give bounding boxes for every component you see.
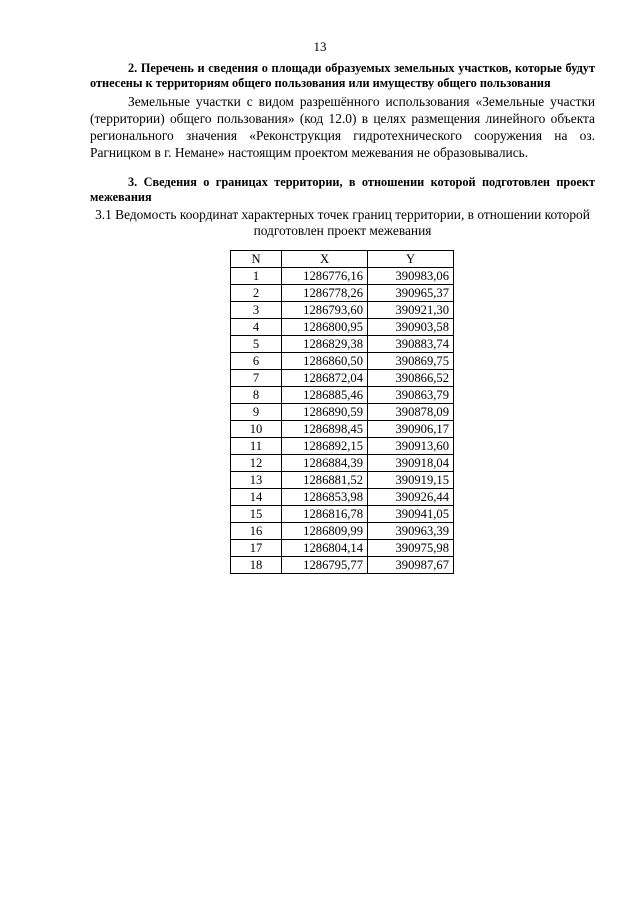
- document-body: [90, 61, 595, 574]
- cell-n: 16: [231, 523, 282, 540]
- coordinates-table: [230, 250, 454, 574]
- cell-x: 1286853,98: [282, 489, 368, 506]
- cell-n: 11: [231, 438, 282, 455]
- table-row: [231, 506, 454, 523]
- cell-x: 1286885,46: [282, 387, 368, 404]
- page-number: 13: [313, 39, 327, 54]
- cell-n: 18: [231, 557, 282, 574]
- table-row: [231, 421, 454, 438]
- section-2-paragraph: Земельные участки с видом разрешённого использования «Земельные участки (территории) общего пользования» (код 12.0) в целях размещения линейного объекта регионального значения «Реконструкция гидротехнического сооружения на оз. Рагницком в г. Немане» настоящим проектом межевания не образовывались.: [90, 94, 595, 160]
- table-row: [231, 302, 454, 319]
- cell-y: 390963,39: [368, 523, 454, 540]
- cell-y: 390918,04: [368, 455, 454, 472]
- cell-x: 1286809,99: [282, 523, 368, 540]
- table-row: [231, 489, 454, 506]
- cell-x: 1286793,60: [282, 302, 368, 319]
- cell-y: 390903,58: [368, 319, 454, 336]
- cell-y: 390983,06: [368, 268, 454, 285]
- table-row: [231, 472, 454, 489]
- cell-y: 390975,98: [368, 540, 454, 557]
- table-row: [231, 336, 454, 353]
- cell-n: 2: [231, 285, 282, 302]
- cell-x: 1286800,95: [282, 319, 368, 336]
- cell-n: 15: [231, 506, 282, 523]
- cell-y: 390926,44: [368, 489, 454, 506]
- cell-x: 1286872,04: [282, 370, 368, 387]
- table-row: [231, 438, 454, 455]
- cell-x: 1286892,15: [282, 438, 368, 455]
- table-header-row: [231, 251, 454, 268]
- cell-x: 1286890,59: [282, 404, 368, 421]
- table-row: [231, 557, 454, 574]
- cell-x: 1286778,26: [282, 285, 368, 302]
- cell-n: 13: [231, 472, 282, 489]
- cell-x: 1286816,78: [282, 506, 368, 523]
- cell-n: 14: [231, 489, 282, 506]
- cell-n: 6: [231, 353, 282, 370]
- cell-x: 1286795,77: [282, 557, 368, 574]
- cell-n: 8: [231, 387, 282, 404]
- cell-y: 390883,74: [368, 336, 454, 353]
- table-row: [231, 540, 454, 557]
- cell-n: 4: [231, 319, 282, 336]
- cell-n: 12: [231, 455, 282, 472]
- cell-y: 390913,60: [368, 438, 454, 455]
- cell-n: 5: [231, 336, 282, 353]
- cell-n: 3: [231, 302, 282, 319]
- cell-y: 390869,75: [368, 353, 454, 370]
- section-3-heading: 3. Сведения о границах территории, в отношении которой подготовлен проект межевания: [90, 175, 595, 204]
- cell-x: 1286881,52: [282, 472, 368, 489]
- table-row: [231, 319, 454, 336]
- cell-y: 390921,30: [368, 302, 454, 319]
- cell-x: 1286776,16: [282, 268, 368, 285]
- cell-y: 390906,17: [368, 421, 454, 438]
- column-header-x: X: [282, 251, 368, 268]
- cell-n: 1: [231, 268, 282, 285]
- table-row: [231, 404, 454, 421]
- table-row: [231, 285, 454, 302]
- column-header-y: Y: [368, 251, 454, 268]
- cell-x: 1286829,38: [282, 336, 368, 353]
- cell-x: 1286898,45: [282, 421, 368, 438]
- subsection-3-1-title: 3.1 Ведомость координат характерных точек границ территории, в отношении которой подготовлен проект межевания: [95, 207, 590, 238]
- cell-n: 17: [231, 540, 282, 557]
- cell-n: 7: [231, 370, 282, 387]
- table-row: [231, 387, 454, 404]
- cell-n: 10: [231, 421, 282, 438]
- cell-x: 1286860,50: [282, 353, 368, 370]
- table-row: [231, 523, 454, 540]
- cell-y: 390863,79: [368, 387, 454, 404]
- cell-y: 390941,05: [368, 506, 454, 523]
- cell-x: 1286804,14: [282, 540, 368, 557]
- table-row: [231, 268, 454, 285]
- table-body: [231, 268, 454, 574]
- cell-y: 390965,37: [368, 285, 454, 302]
- cell-y: 390866,52: [368, 370, 454, 387]
- section-2-heading: 2. Перечень и сведения о площади образуемых земельных участков, которые будут отнесены к территориям общего пользования или имуществу общего пользования: [90, 61, 595, 90]
- cell-y: 390878,09: [368, 404, 454, 421]
- table-row: [231, 370, 454, 387]
- table-row: [231, 353, 454, 370]
- cell-y: 390919,15: [368, 472, 454, 489]
- cell-y: 390987,67: [368, 557, 454, 574]
- cell-n: 9: [231, 404, 282, 421]
- table-row: [231, 455, 454, 472]
- column-header-n: N: [231, 251, 282, 268]
- cell-x: 1286884,39: [282, 455, 368, 472]
